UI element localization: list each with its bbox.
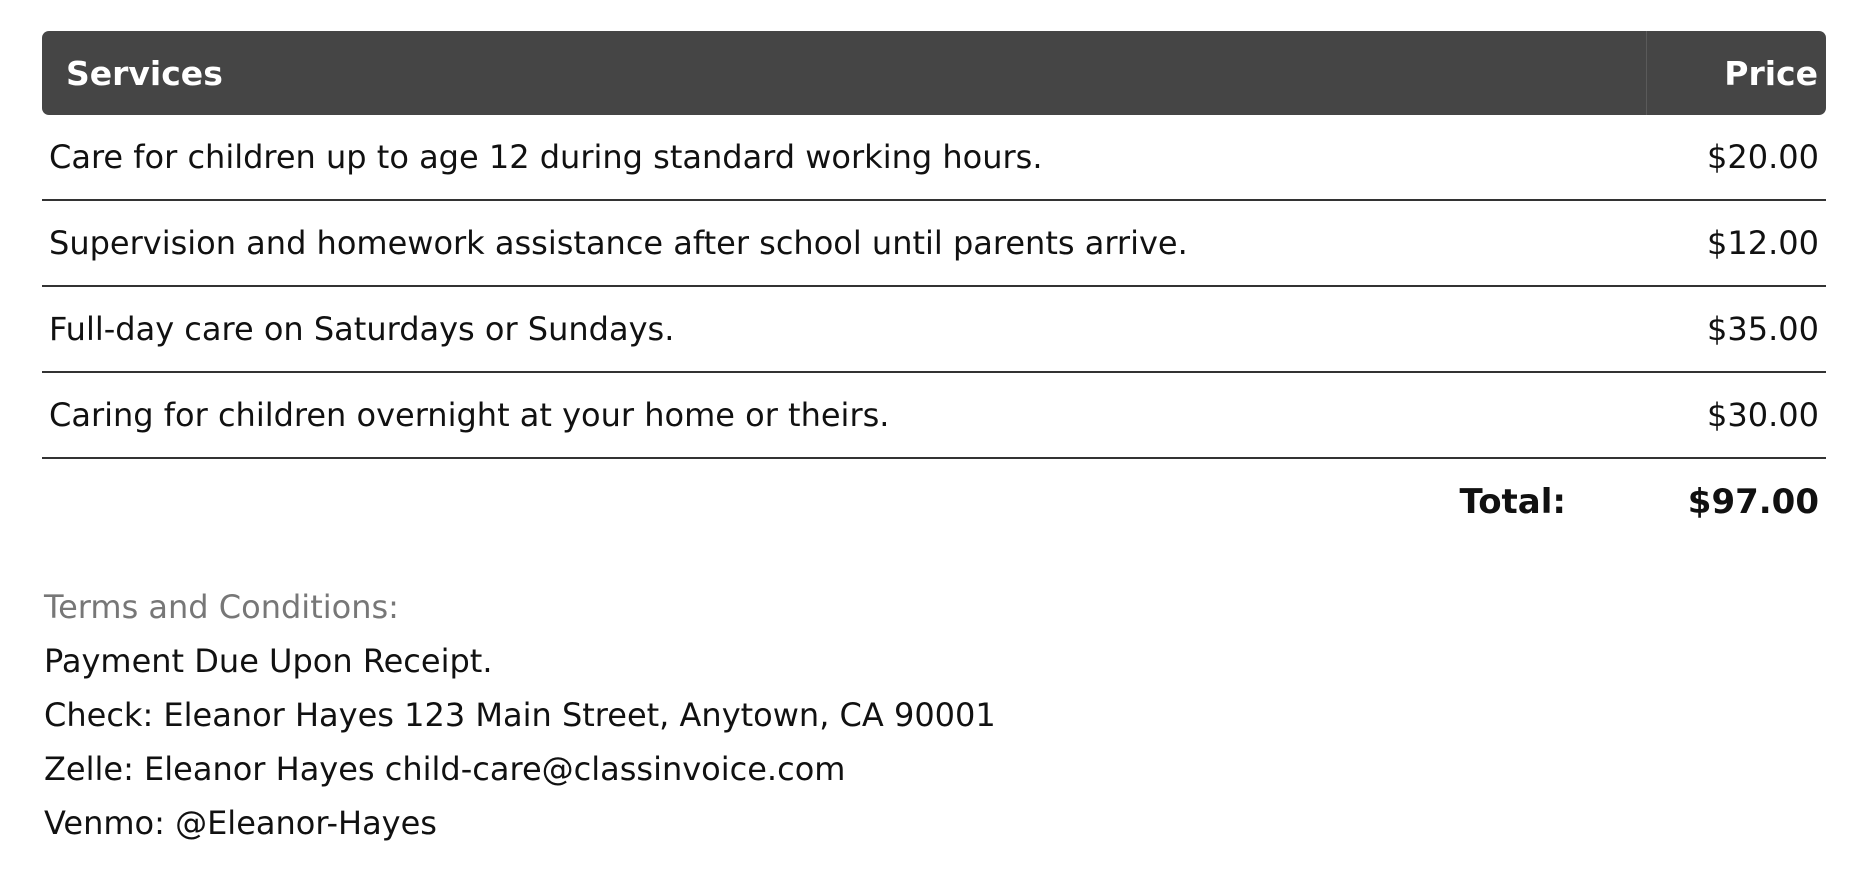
table-header bbox=[42, 31, 1826, 115]
service-description: Caring for children overnight at your home or theirs. bbox=[49, 396, 890, 434]
service-price: $12.00 bbox=[1707, 224, 1819, 262]
terms-payment-line: Payment Due Upon Receipt. bbox=[44, 642, 493, 680]
terms-zelle-line: Zelle: Eleanor Hayes child-care@classinvoice.com bbox=[44, 750, 846, 788]
table-row bbox=[42, 373, 1826, 459]
price-column-header: Price bbox=[1646, 31, 1826, 115]
service-price: $20.00 bbox=[1707, 138, 1819, 176]
table-row bbox=[42, 201, 1826, 287]
services-column-header: Services bbox=[66, 53, 223, 93]
services-table bbox=[42, 31, 1826, 545]
terms-section bbox=[44, 580, 996, 850]
service-price: $30.00 bbox=[1707, 396, 1819, 434]
terms-venmo-line: Venmo: @Eleanor-Hayes bbox=[44, 804, 437, 842]
terms-check-line: Check: Eleanor Hayes 123 Main Street, Anytown, CA 90001 bbox=[44, 696, 996, 734]
table-row bbox=[42, 287, 1826, 373]
service-description: Full-day care on Saturdays or Sundays. bbox=[49, 310, 675, 348]
table-row bbox=[42, 115, 1826, 201]
total-label: Total: bbox=[1459, 482, 1566, 522]
service-price: $35.00 bbox=[1707, 310, 1819, 348]
total-value: $97.00 bbox=[1687, 482, 1819, 522]
terms-heading: Terms and Conditions: bbox=[44, 588, 399, 626]
service-description: Care for children up to age 12 during standard working hours. bbox=[49, 138, 1043, 176]
total-row bbox=[42, 459, 1826, 545]
service-description: Supervision and homework assistance after school until parents arrive. bbox=[49, 224, 1188, 262]
